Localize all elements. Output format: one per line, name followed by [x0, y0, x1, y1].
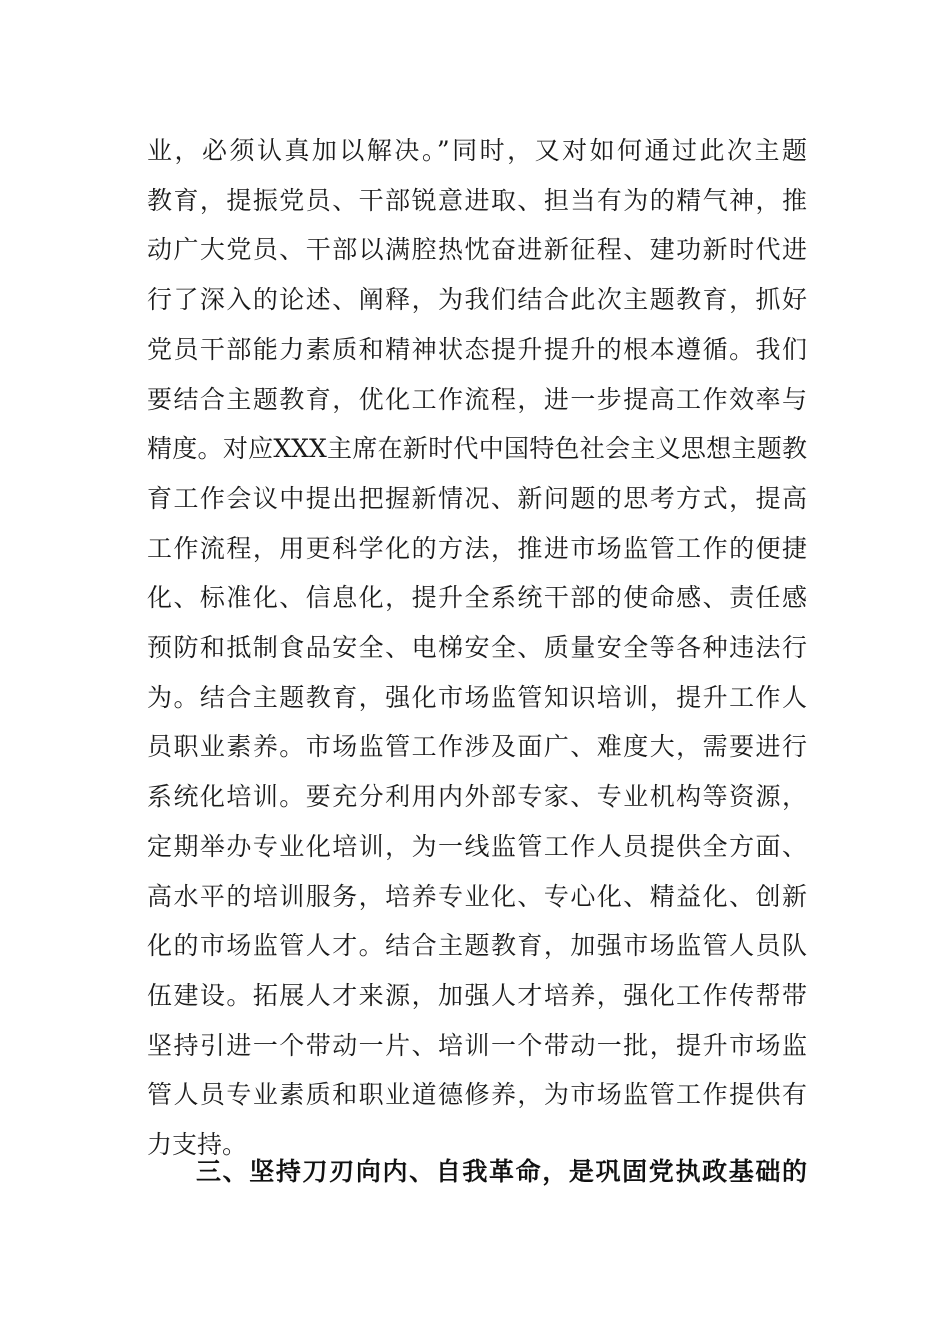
paragraph-line: 伍建设。拓展人才来源，加强人才培养，强化工作传帮带 — [147, 981, 807, 1010]
paragraph-line: 高水平的培训服务，培养专业化、专心化、精益化、创新 — [147, 882, 807, 911]
paragraph-line: 育工作会议中提出把握新情况、新问题的思考方式，提高 — [147, 484, 807, 513]
paragraph-line: 要结合主题教育，优化工作流程，进一步提高工作效率与 — [147, 385, 807, 414]
paragraph-line: 预防和抵制食品安全、电梯安全、质量安全等各种违法行 — [147, 633, 807, 662]
paragraph-line: 动广大党员、干部以满腔热忱奋进新征程、建功新时代进 — [147, 235, 807, 264]
paragraph-line: 教育，提振党员、干部锐意进取、担当有为的精气神，推 — [147, 186, 807, 215]
paragraph-line: 定期举办专业化培训，为一线监管工作人员提供全方面、 — [147, 832, 807, 861]
paragraph-line: 业，必须认真加以解决。”同时，又对如何通过此次主题 — [147, 136, 807, 165]
paragraph-line: 坚持引进一个带动一片、培训一个带动一批，提升市场监 — [147, 1031, 807, 1060]
paragraph-line: 行了深入的论述、阐释，为我们结合此次主题教育，抓好 — [147, 285, 807, 314]
paragraph-line: 员职业素养。市场监管工作涉及面广、难度大，需要进行 — [147, 732, 807, 761]
paragraph-line: 化、标准化、信息化，提升全系统干部的使命感、责任感 — [147, 583, 807, 612]
paragraph-line: 化的市场监管人才。结合主题教育，加强市场监管人员队 — [147, 931, 807, 960]
section-heading: 三、坚持刀刃向内、自我革命，是巩固党执政基础的 — [196, 1157, 807, 1186]
paragraph-line: 党员干部能力素质和精神状态提升提升的根本遵循。我们 — [147, 335, 807, 364]
paragraph-line: 精度。对应XXX主席在新时代中国特色社会主义思想主题教 — [147, 434, 807, 463]
paragraph-line: 系统化培训。要充分利用内外部专家、专业机构等资源， — [147, 782, 807, 811]
paragraph-line: 管人员专业素质和职业道德修养，为市场监管工作提供有 — [147, 1080, 807, 1109]
paragraph-line: 为。结合主题教育，强化市场监管知识培训，提升工作人 — [147, 683, 807, 712]
paragraph-line: 工作流程，用更科学化的方法，推进市场监管工作的便捷 — [147, 534, 807, 563]
paragraph-line: 力支持。 — [147, 1130, 248, 1159]
